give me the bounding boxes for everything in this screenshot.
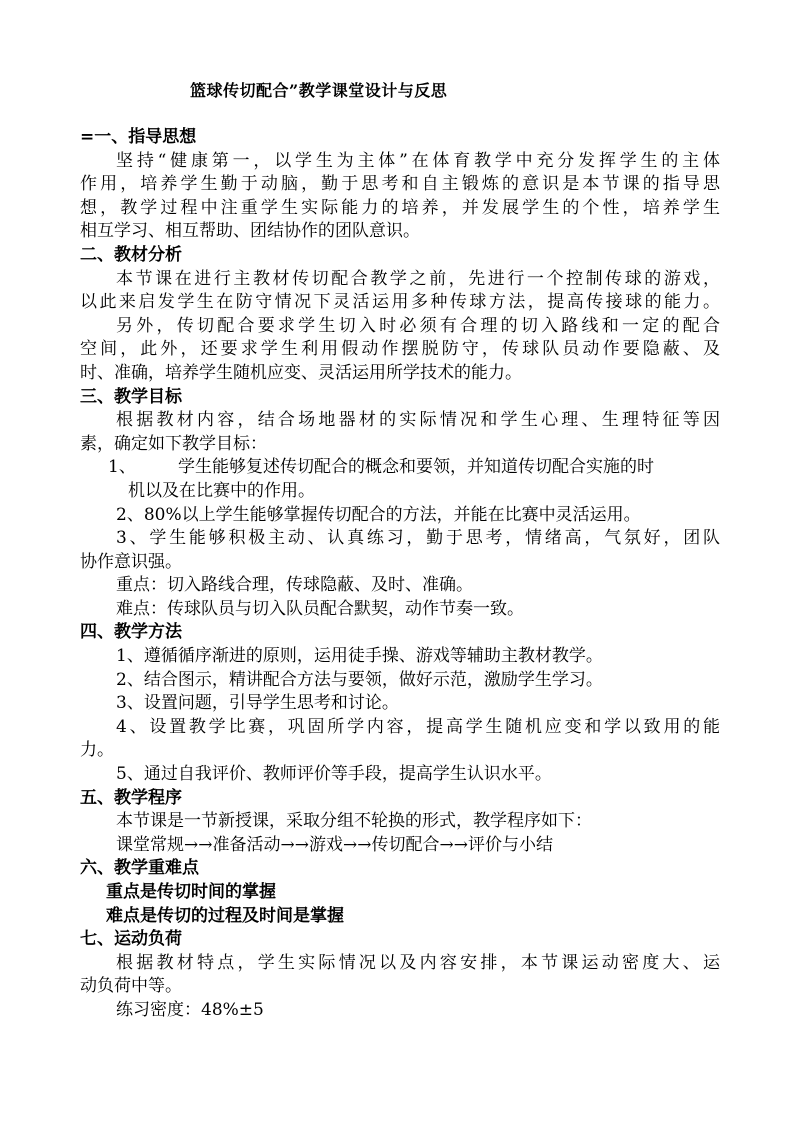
paragraph-line: 本节课在进行主教材传切配合教学之前，先进行一个控制传球的游戏， bbox=[116, 268, 720, 289]
goal-item-2: 2、80%以上学生能够掌握传切配合的方法，并能在比赛中灵活运用。 bbox=[116, 504, 641, 525]
section-heading-key-difficult-points: 六、教学重难点 bbox=[80, 858, 199, 879]
section-heading-teaching-methods: 四、教学方法 bbox=[80, 622, 182, 643]
difficult-point: 难点：传球队员与切入队员配合默契，动作节奏一致。 bbox=[116, 598, 524, 619]
method-item-3: 3、设置问题，引导学生思考和讨论。 bbox=[116, 693, 399, 714]
method-item-4: 4、设置教学比赛，巩固所学内容，提高学生随机应变和学以致用的能 bbox=[116, 716, 720, 737]
section-heading-teaching-goals: 三、教学目标 bbox=[80, 386, 182, 407]
paragraph-line: 想，教学过程中注重学生实际能力的培养，并发展学生的个性，培养学生 bbox=[80, 197, 720, 218]
procedure-flow: 课堂常规→→准备活动→→游戏→→传切配合→→评价与小结 bbox=[116, 834, 553, 855]
paragraph-line: 以此来启发学生在防守情况下灵活运用多种传球方法，提高传接球的能力。 bbox=[80, 292, 720, 313]
goal-item-3-continuation: 协作意识强。 bbox=[80, 551, 182, 572]
key-point-bold: 重点是传切时间的掌握 bbox=[106, 882, 276, 902]
procedure-intro: 本节课是一节新授课，采取分组不轮换的形式，教学程序如下： bbox=[116, 811, 592, 832]
document-title: 篮球传切配合”教学课堂设计与反思 bbox=[190, 81, 448, 100]
method-item-2: 2、结合图示，精讲配合方法与要领，做好示范，激励学生学习。 bbox=[116, 669, 603, 690]
goal-item-1 bbox=[80, 456, 720, 480]
goal-item-1-number: 1、 bbox=[108, 457, 136, 478]
exercise-density: 练习密度：48%±5 bbox=[116, 999, 264, 1020]
goal-item-1-text: 学生能够复述传切配合的概念和要领，并知道传切配合实施的时 bbox=[178, 457, 654, 478]
paragraph-line: 根据教材内容，结合场地器材的实际情况和学生心理、生理特征等因 bbox=[116, 410, 720, 431]
difficult-point-bold: 难点是传切的过程及时间是掌握 bbox=[106, 905, 344, 926]
method-item-4-continuation: 力。 bbox=[80, 740, 114, 761]
paragraph-line: 另外，传切配合要求学生切入时必须有合理的切入路线和一定的配合 bbox=[116, 315, 720, 336]
paragraph-line: 时、准确，培养学生随机应变、灵活运用所学技术的能力。 bbox=[80, 362, 522, 383]
section-heading-teaching-procedure: 五、教学程序 bbox=[80, 787, 182, 808]
section-heading-guiding-ideology: =一、指导思想 bbox=[80, 127, 197, 147]
paragraph-line: 动负荷中等。 bbox=[80, 976, 182, 997]
goal-item-1-continuation: 机以及在比赛中的作用。 bbox=[128, 480, 315, 501]
document-body bbox=[80, 126, 720, 1023]
section-heading-exercise-load: 七、运动负荷 bbox=[80, 929, 182, 950]
paragraph-line: 空间，此外，还要求学生利用假动作摆脱防守，传球队员动作要隐蔽、及 bbox=[80, 339, 720, 360]
paragraph-line: 根据教材特点，学生实际情况以及内容安排，本节课运动密度大、运 bbox=[116, 952, 720, 973]
goal-item-3: 3、学生能够积极主动、认真练习，勤于思考，情绪高，气氛好，团队 bbox=[116, 528, 720, 549]
method-item-5: 5、通过自我评价、教师评价等手段，提高学生认识水平。 bbox=[116, 764, 552, 785]
paragraph-line: 素，确定如下教学目标： bbox=[80, 433, 267, 454]
paragraph-line: 相互学习、相互帮助、团结协作的团队意识。 bbox=[80, 221, 420, 242]
method-item-1: 1、遵循循序渐进的原则，运用徒手操、游戏等辅助主教材教学。 bbox=[116, 646, 603, 667]
section-heading-material-analysis: 二、教材分析 bbox=[80, 244, 182, 265]
paragraph-line: 坚持“健康第一，以学生为主体”在体育教学中充分发挥学生的主体 bbox=[116, 150, 720, 171]
key-point: 重点：切入路线合理，传球隐蔽、及时、准确。 bbox=[116, 575, 473, 596]
paragraph-line: 作用，培养学生勤于动脑，勤于思考和自主锻炼的意识是本节课的指导思 bbox=[80, 174, 720, 195]
